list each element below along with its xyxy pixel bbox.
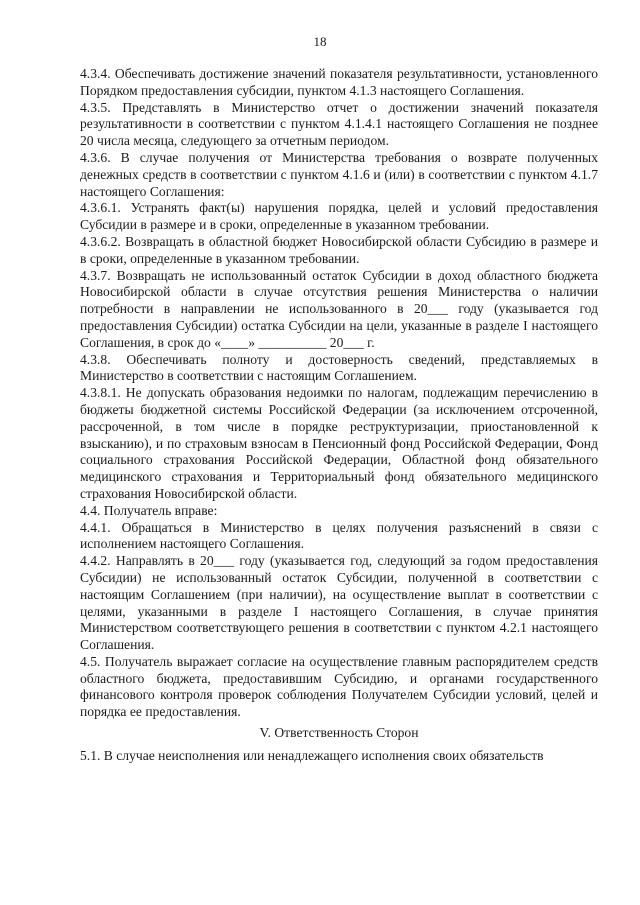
paragraph-4-3-4: 4.3.4. Обеспечивать достижение значений показателя результативности, установленного Порядком предоставления субсидии, пунктом 4.1.3 настоящего Соглашения.: [80, 66, 598, 98]
paragraph-4-5: 4.5. Получатель выражает согласие на осуществление главным распорядителем средств областного бюджета, предоставившим Субсидию, и органами государственного финансового контроля проверок соблюдения Получателем Субсидии условий, целей и порядка ее предоставления.: [80, 653, 598, 720]
section-heading: V. Ответственность Сторон: [259, 725, 419, 741]
paragraph-4-4: 4.4. Получатель вправе:: [80, 502, 218, 518]
document-body: [80, 66, 598, 765]
paragraph-4-3-6-2: 4.3.6.2. Возвращать в областной бюджет Новосибирской области Субсидию в размере и в сроки, определенные в указанном требовании.: [80, 233, 598, 266]
paragraph-4-3-8-1: 4.3.8.1. Не допускать образования недоимки по налогам, подлежащим перечислению в бюджеты бюджетной системы Российской Федерации (за исключением отсроченной, рассроченной, в том числе в порядке реструктуризации, приостановленной к взысканию), и по страховым взносам в Пенсионный фонд Российской Федерации, Фонд социального страхования Российской Федерации, Областной фонд обязательного медицинского страхования и Территориальный фонд обязательного медицинского страхования Новосибирской области.: [80, 385, 598, 501]
paragraph-4-3-6-1: 4.3.6.1. Устранять факт(ы) нарушения порядка, целей и условий предоставления Субсидии в размере и в сроки, определенные в указанном требовании.: [80, 200, 598, 233]
page-number: 18: [313, 34, 327, 49]
paragraph-4-4-1: 4.4.1. Обращаться в Министерство в целях получения разъяснений в связи с исполнением настоящего Соглашения.: [80, 519, 598, 552]
paragraph-4-3-8: 4.3.8. Обеспечивать полноту и достоверность сведений, представляемых в Министерство в соответствии с настоящим Соглашением.: [80, 351, 598, 384]
paragraph-4-3-5: 4.3.5. Представлять в Министерство отчет о достижении значений показателя результативности в соответствии с пунктом 4.1.4.1 настоящего Соглашения не позднее 20 числа месяца, следующего за отчетным периодом.: [80, 99, 598, 149]
paragraph-4-3-7: 4.3.7. Возвращать не использованный остаток Субсидии в доход областного бюджета Новосибирской области в случае отсутствия решения Министерства о наличии потребности в направлении не использованного в 20___ году (указывается год предоставления Субсидии) остатка Субсидии на цели, указанные в разделе I настоящего Соглашения, в срок до «____» __________ 20___ г.: [80, 267, 598, 350]
paragraph-4-4-2: 4.4.2. Направлять в 20___ году (указывается год, следующий за годом предоставления Субсидии) не использованный остаток Субсидии, полученной в соответствии с настоящим Соглашением (при наличии), на осуществление выплат в соответствии с целями, указанными в разделе I настоящего Соглашения, в случае принятия Министерством соответствующего решения в соответствии с пунктом 4.2.1 настоящего Соглашения.: [80, 553, 598, 653]
paragraph-5-1: 5.1. В случае неисполнения или ненадлежащего исполнения своих обязательств: [80, 747, 544, 763]
paragraph-4-3-6: 4.3.6. В случае получения от Министерства требования о возврате полученных денежных средств в соответствии с пунктом 4.1.6 и (или) в соответствии с пунктом 4.1.7 настоящего Соглашения:: [80, 149, 598, 199]
